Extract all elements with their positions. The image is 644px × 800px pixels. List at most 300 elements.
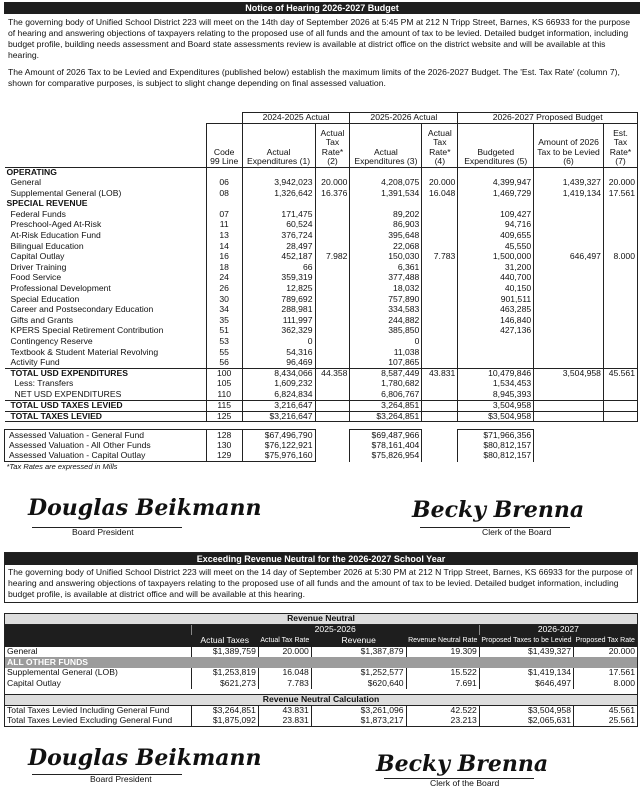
row-c3: 1,391,534 — [350, 188, 422, 199]
col-header-c7: Est. Tax Rate* (7) — [603, 123, 637, 167]
row-c7: 8.000 — [603, 252, 637, 263]
group-2627: 2026-2027 — [479, 624, 637, 635]
row-c6 — [534, 305, 604, 316]
row-code: 56 — [206, 358, 242, 369]
valuation-c3: $78,161,404 — [350, 441, 422, 452]
row-c1: 96,469 — [242, 358, 315, 369]
row-c7 — [603, 315, 637, 326]
row-c4 — [422, 220, 458, 231]
row-c7: 20.000 — [603, 178, 637, 189]
table-row — [5, 305, 638, 316]
row-c5: 31,200 — [458, 262, 534, 273]
revenue-neutral-title: Exceeding Revenue Neutral for the 2026-2027 School Year — [5, 553, 637, 565]
row-label: Professional Development — [10, 282, 111, 293]
row-c4 — [422, 209, 458, 220]
valuation-code: 129 — [206, 451, 242, 462]
table-row — [5, 262, 638, 273]
valuation-label: Assessed Valuation - Capital Outlay — [5, 451, 207, 462]
row-c1: 60,524 — [242, 220, 315, 231]
row-c5: 8,945,393 — [458, 390, 534, 401]
valuation-row — [5, 451, 638, 462]
row-c5: 463,285 — [458, 305, 534, 316]
row-code: 18 — [206, 262, 242, 273]
row-c1: 376,724 — [242, 231, 315, 242]
row-c6 — [534, 220, 604, 231]
revenue-neutral-table — [4, 613, 638, 727]
row-c1: 171,475 — [242, 209, 315, 220]
row-c4 — [422, 294, 458, 305]
row-c4 — [422, 379, 458, 390]
rn-neutral-rate: 19.309 — [406, 647, 479, 658]
rn-label: Total Taxes Levied Excluding General Fund — [7, 715, 173, 726]
rn-proposed-taxes: $646,497 — [479, 678, 573, 689]
row-c4: 20.000 — [422, 178, 458, 189]
group-header-2425: 2024-2025 Actual — [242, 113, 350, 124]
row-label: Contingency Reserve — [10, 335, 93, 346]
row-c5: 146,840 — [458, 315, 534, 326]
rn-proposed-rate: 20.000 — [574, 647, 638, 658]
budget-table — [4, 112, 638, 472]
table-row — [5, 390, 638, 401]
valuation-label: Assessed Valuation - General Fund — [5, 430, 207, 441]
rn-actual-rate: 20.000 — [258, 647, 311, 658]
col-proposed-taxes: Proposed Taxes to be Levied — [479, 635, 573, 647]
rn-revenue: $1,252,577 — [311, 668, 406, 679]
row-c6 — [534, 347, 604, 358]
president-title: Board President — [32, 527, 182, 538]
row-c1: 288,981 — [242, 305, 315, 316]
rn-proposed-taxes: $1,439,327 — [479, 647, 573, 658]
row-code: 24 — [206, 273, 242, 284]
table-row — [5, 188, 638, 199]
rn-actual-rate: 16.048 — [258, 668, 311, 679]
row-c3: 107,865 — [350, 358, 422, 369]
table-row — [5, 326, 638, 337]
row-c7 — [603, 284, 637, 295]
rn-actual-taxes: $1,253,819 — [191, 668, 258, 679]
row-c3: 6,361 — [350, 262, 422, 273]
row-c6: 1,419,134 — [534, 188, 604, 199]
row-c2 — [315, 294, 350, 305]
col-header-c3: Actual Expenditures (3) — [350, 123, 422, 167]
row-code: 110 — [206, 390, 242, 401]
row-c5: $3,504,958 — [458, 411, 534, 422]
row-c3: 244,882 — [350, 315, 422, 326]
row-c6: 646,497 — [534, 252, 604, 263]
row-label: NET USD EXPENDITURES — [14, 388, 122, 399]
clerk-signature-2: Becky Brenna — [376, 751, 549, 777]
row-c4 — [422, 400, 458, 411]
rn-calc-header: Revenue Neutral Calculation — [5, 695, 638, 706]
row-c2: 7.982 — [315, 252, 350, 263]
rn-proposed-rate: 8.000 — [574, 678, 638, 689]
row-c7 — [603, 231, 637, 242]
valuation-c1: $67,496,790 — [242, 430, 315, 441]
row-label: KPERS Special Retirement Contribution — [10, 325, 164, 336]
row-c7 — [603, 400, 637, 411]
row-c5: 10,479,846 — [458, 368, 534, 379]
row-label: Activity Fund — [10, 356, 60, 367]
row-c1: $3,216,647 — [242, 411, 315, 422]
col-proposed-rate: Proposed Tax Rate — [574, 635, 638, 647]
row-c1: 1,326,642 — [242, 188, 315, 199]
row-c1: 28,497 — [242, 241, 315, 252]
rn-neutral-rate: 23.213 — [406, 716, 479, 727]
row-c5 — [458, 347, 534, 358]
table-row — [5, 368, 638, 379]
row-label: TOTAL TAXES LEVIED — [5, 411, 207, 422]
revenue-neutral-header: Revenue Neutral — [5, 614, 638, 625]
table-row — [5, 358, 638, 369]
row-c6: 3,504,958 — [534, 368, 604, 379]
clerk-signature: Becky Brenna — [412, 497, 585, 523]
row-c5: 45,550 — [458, 241, 534, 252]
row-code: 34 — [206, 305, 242, 316]
row-code: 06 — [206, 178, 242, 189]
rn-actual-rate: 43.831 — [258, 706, 311, 717]
row-c3: 334,583 — [350, 305, 422, 316]
group-header-2627: 2026-2027 Proposed Budget — [458, 113, 638, 124]
row-c1: 6,824,834 — [242, 390, 315, 401]
valuation-code: 128 — [206, 430, 242, 441]
row-c5: 109,427 — [458, 209, 534, 220]
tax-rate-footnote: *Tax Rates are expressed in Mills — [5, 462, 316, 473]
rn-label: Capital Outlay — [7, 677, 61, 688]
row-c1: 362,329 — [242, 326, 315, 337]
table-row — [5, 379, 638, 390]
row-c7 — [603, 209, 637, 220]
row-c5: 1,469,729 — [458, 188, 534, 199]
rn-proposed-taxes: $3,504,958 — [479, 706, 573, 717]
row-c6 — [534, 400, 604, 411]
rn-proposed-rate: 45.561 — [574, 706, 638, 717]
rn-revenue: $1,873,217 — [311, 716, 406, 727]
col-header-c4: Actual Tax Rate* (4) — [422, 123, 458, 167]
col-header-c1: Actual Expenditures (1) — [242, 123, 315, 167]
row-c1: 54,316 — [242, 347, 315, 358]
row-c1: 452,187 — [242, 252, 315, 263]
row-label: Driver Training — [10, 261, 67, 272]
row-c2 — [315, 326, 350, 337]
row-code: 07 — [206, 209, 242, 220]
row-c5 — [458, 358, 534, 369]
clerk-title-2: Clerk of the Board — [384, 778, 534, 789]
row-c6 — [534, 326, 604, 337]
table-row — [5, 252, 638, 263]
group-2526: 2025-2026 — [191, 624, 479, 635]
table-row — [5, 178, 638, 189]
rn-proposed-taxes: $2,065,631 — [479, 716, 573, 727]
rn-revenue: $3,261,096 — [311, 706, 406, 717]
row-c7 — [603, 358, 637, 369]
rn-actual-taxes: $3,264,851 — [191, 706, 258, 717]
row-c5: 901,511 — [458, 294, 534, 305]
row-c1: 8,434,066 — [242, 368, 315, 379]
rn-label: General — [7, 646, 38, 657]
rn-neutral-rate: 15.522 — [406, 668, 479, 679]
rn-proposed-rate: 25.561 — [574, 716, 638, 727]
row-c6: 1,439,327 — [534, 178, 604, 189]
col-header-c2: Actual Tax Rate* (2) — [315, 123, 350, 167]
row-c2 — [315, 284, 350, 295]
row-c7 — [603, 390, 637, 401]
revenue-neutral-notice — [4, 552, 638, 603]
rn-neutral-rate: 7.691 — [406, 678, 479, 689]
row-c2 — [315, 231, 350, 242]
row-c2 — [315, 390, 350, 401]
section-label: OPERATING — [6, 166, 57, 177]
row-c3: 8,587,449 — [350, 368, 422, 379]
row-c2 — [315, 411, 350, 422]
row-c2 — [315, 209, 350, 220]
row-code: 11 — [206, 220, 242, 231]
row-code: 125 — [206, 411, 242, 422]
row-c4 — [422, 284, 458, 295]
rn-revenue: $620,640 — [311, 678, 406, 689]
row-c5: 4,399,947 — [458, 178, 534, 189]
col-revenue: Revenue — [311, 635, 406, 647]
rn-actual-taxes: $621,273 — [191, 678, 258, 689]
table-row — [5, 231, 638, 242]
row-c2: 20.000 — [315, 178, 350, 189]
row-c1: 359,319 — [242, 273, 315, 284]
row-c6 — [534, 358, 604, 369]
row-c6 — [534, 284, 604, 295]
row-label: Supplemental General (LOB) — [10, 187, 122, 198]
row-c2 — [315, 305, 350, 316]
row-label: Less: Transfers — [14, 378, 74, 389]
row-code: 115 — [206, 400, 242, 411]
col-actual-taxes: Actual Taxes — [191, 635, 258, 647]
rn-label: Supplemental General (LOB) — [7, 667, 118, 678]
rn-row — [5, 668, 638, 679]
row-label: Food Service — [10, 272, 62, 283]
row-c1: 66 — [242, 262, 315, 273]
row-label: Bilingual Education — [10, 240, 84, 251]
row-code: 08 — [206, 188, 242, 199]
row-code: 35 — [206, 315, 242, 326]
col-actual-rate: Actual Tax Rate — [258, 635, 311, 647]
row-c4 — [422, 326, 458, 337]
col-rev-neutral: Revenue Neutral Rate — [406, 635, 479, 647]
row-c7 — [603, 294, 637, 305]
notice-hearing-paragraph: The governing body of Unified School District 223 will meet on the 14th day of September 2026 at 5:45 PM at 212 N Tripp Street, Barnes, KS 66933 for the purpose of hearing and answering objections of taxpayers relating to the proposed use of all funds and the amount of tax to be levied. Detailed budget information, including budget profile, building needs assessment and Board state assessments review is available at district office on the district website and will be available at this hearing. — [8, 17, 630, 60]
row-c3: 86,903 — [350, 220, 422, 231]
row-c1: 3,942,023 — [242, 178, 315, 189]
row-label: Preschool-Aged At-Risk — [10, 219, 102, 230]
row-c1: 0 — [242, 337, 315, 348]
president-signature-2: Douglas Beikmann — [28, 745, 262, 771]
row-c2 — [315, 262, 350, 273]
row-c7 — [603, 220, 637, 231]
table-row — [5, 400, 638, 411]
row-c2 — [315, 220, 350, 231]
row-c1: 1,609,232 — [242, 379, 315, 390]
rn-actual-rate: 7.783 — [258, 678, 311, 689]
table-row — [5, 241, 638, 252]
row-c2: 16.376 — [315, 188, 350, 199]
rn-row — [5, 716, 638, 727]
row-c7 — [603, 379, 637, 390]
row-c6 — [534, 209, 604, 220]
col-header-c6: Amount of 2026 Tax to be Levied (6) — [534, 123, 604, 167]
valuation-c5: $80,812,157 — [458, 441, 534, 452]
row-code: 13 — [206, 231, 242, 242]
row-c3: 395,648 — [350, 231, 422, 242]
row-c6 — [534, 411, 604, 422]
row-c2 — [315, 400, 350, 411]
row-c3: 385,850 — [350, 326, 422, 337]
rn-proposed-taxes: $1,419,134 — [479, 668, 573, 679]
row-label: Federal Funds — [10, 208, 66, 219]
row-c2 — [315, 358, 350, 369]
row-c3: 150,030 — [350, 252, 422, 263]
section-label: SPECIAL REVENUE — [6, 198, 88, 209]
rn-label: Total Taxes Levied Including General Fund — [7, 705, 170, 716]
valuation-c1: $76,122,921 — [242, 441, 315, 452]
row-c7 — [603, 305, 637, 316]
budget-notice-page — [4, 2, 640, 89]
row-label: General — [10, 177, 42, 188]
row-c5: 3,504,958 — [458, 400, 534, 411]
row-c6 — [534, 379, 604, 390]
row-c5: 1,534,453 — [458, 379, 534, 390]
row-c1: 3,216,647 — [242, 400, 315, 411]
row-c6 — [534, 231, 604, 242]
row-c5: 409,655 — [458, 231, 534, 242]
row-c3: 757,890 — [350, 294, 422, 305]
row-c3: 0 — [350, 337, 422, 348]
row-c5: 440,700 — [458, 273, 534, 284]
valuation-row — [5, 430, 638, 441]
row-c4 — [422, 273, 458, 284]
section-row — [5, 199, 638, 210]
row-c1: 789,692 — [242, 294, 315, 305]
row-c6 — [534, 390, 604, 401]
row-c4 — [422, 411, 458, 422]
row-code: 55 — [206, 347, 242, 358]
row-label: Special Education — [10, 293, 80, 304]
row-label: Gifts and Grants — [10, 314, 74, 325]
row-c5: 1,500,000 — [458, 252, 534, 263]
revenue-neutral-paragraph: The governing body of Unified School District 223 will meet on the 14 day of September 2026 at 5:30 PM at 212 N Tripp Street, Barnes, KS 66933 for the purpose of hearing and answering objections of taxpayers relating to the proposed use of all funds and the amount of tax to be levied. Detailed budget information, including budget profile, is available at district office and will be available at this hearing. — [8, 567, 633, 599]
row-c6 — [534, 273, 604, 284]
row-c2 — [315, 379, 350, 390]
row-c3: 18,032 — [350, 284, 422, 295]
row-c7 — [603, 411, 637, 422]
row-c4 — [422, 231, 458, 242]
group-header-2526: 2025-2026 Actual — [350, 113, 458, 124]
row-c4 — [422, 347, 458, 358]
row-c4 — [422, 390, 458, 401]
valuation-label: Assessed Valuation - All Other Funds — [5, 441, 207, 452]
notice-hearing-title: Notice of Hearing 2026-2027 Budget — [4, 2, 640, 14]
rn-neutral-rate: 42.522 — [406, 706, 479, 717]
row-c5: 94,716 — [458, 220, 534, 231]
row-code: 100 — [206, 368, 242, 379]
valuation-c3: $69,487,966 — [350, 430, 422, 441]
row-label: At-Risk Education Fund — [10, 230, 101, 241]
row-c3: 89,202 — [350, 209, 422, 220]
row-c6 — [534, 262, 604, 273]
row-code: 105 — [206, 379, 242, 390]
row-label: TOTAL USD TAXES LEVIED — [5, 400, 207, 411]
row-c4: 43.831 — [422, 368, 458, 379]
row-c2 — [315, 315, 350, 326]
row-c4 — [422, 262, 458, 273]
row-c3: 377,488 — [350, 273, 422, 284]
row-c2 — [315, 273, 350, 284]
row-c4: 16.048 — [422, 188, 458, 199]
row-c7 — [603, 326, 637, 337]
row-c5 — [458, 337, 534, 348]
row-code: 51 — [206, 326, 242, 337]
row-c2: 44.358 — [315, 368, 350, 379]
col-header-code: Code 99 Line — [206, 123, 242, 167]
row-c6 — [534, 294, 604, 305]
row-c6 — [534, 337, 604, 348]
row-c4 — [422, 305, 458, 316]
row-c5: 427,136 — [458, 326, 534, 337]
rn-proposed-rate: 17.561 — [574, 668, 638, 679]
row-c3: 3,264,851 — [350, 400, 422, 411]
row-c7: 45.561 — [603, 368, 637, 379]
president-title-2: Board President — [32, 774, 182, 785]
table-row — [5, 337, 638, 348]
rn-row — [5, 647, 638, 658]
row-code: 16 — [206, 252, 242, 263]
row-c3: 6,806,767 — [350, 390, 422, 401]
valuation-c5: $80,812,157 — [458, 451, 534, 462]
rn-revenue: $1,387,879 — [311, 647, 406, 658]
row-c2 — [315, 337, 350, 348]
row-c7 — [603, 347, 637, 358]
row-c7: 17.561 — [603, 188, 637, 199]
row-c1: 12,825 — [242, 284, 315, 295]
row-c2 — [315, 347, 350, 358]
rn-row — [5, 678, 638, 689]
row-code: 26 — [206, 284, 242, 295]
row-label: Textbook & Student Material Revolving — [10, 346, 159, 357]
row-c3: 11,038 — [350, 347, 422, 358]
row-label: Career and Postsecondary Education — [10, 304, 154, 315]
row-label: TOTAL USD EXPENDITURES — [5, 368, 207, 379]
row-code: 14 — [206, 241, 242, 252]
rn-actual-taxes: $1,389,759 — [191, 647, 258, 658]
row-c3: 22,068 — [350, 241, 422, 252]
row-c6 — [534, 315, 604, 326]
row-c4: 7.783 — [422, 252, 458, 263]
row-c4 — [422, 358, 458, 369]
row-c5: 40,150 — [458, 284, 534, 295]
row-c3: 1,780,682 — [350, 379, 422, 390]
clerk-title: Clerk of the Board — [420, 527, 570, 538]
valuation-c1: $75,976,160 — [242, 451, 315, 462]
table-row — [5, 284, 638, 295]
col-header-c5: Budgeted Expenditures (5) — [458, 123, 534, 167]
table-row — [5, 347, 638, 358]
row-c3: 4,208,075 — [350, 178, 422, 189]
row-code: 53 — [206, 337, 242, 348]
valuation-c3: $75,826,954 — [350, 451, 422, 462]
row-c7 — [603, 273, 637, 284]
row-c4 — [422, 315, 458, 326]
valuation-code: 130 — [206, 441, 242, 452]
row-c7 — [603, 262, 637, 273]
valuation-c5: $71,966,356 — [458, 430, 534, 441]
row-label: Capital Outlay — [10, 251, 65, 262]
row-c3: $3,264,851 — [350, 411, 422, 422]
